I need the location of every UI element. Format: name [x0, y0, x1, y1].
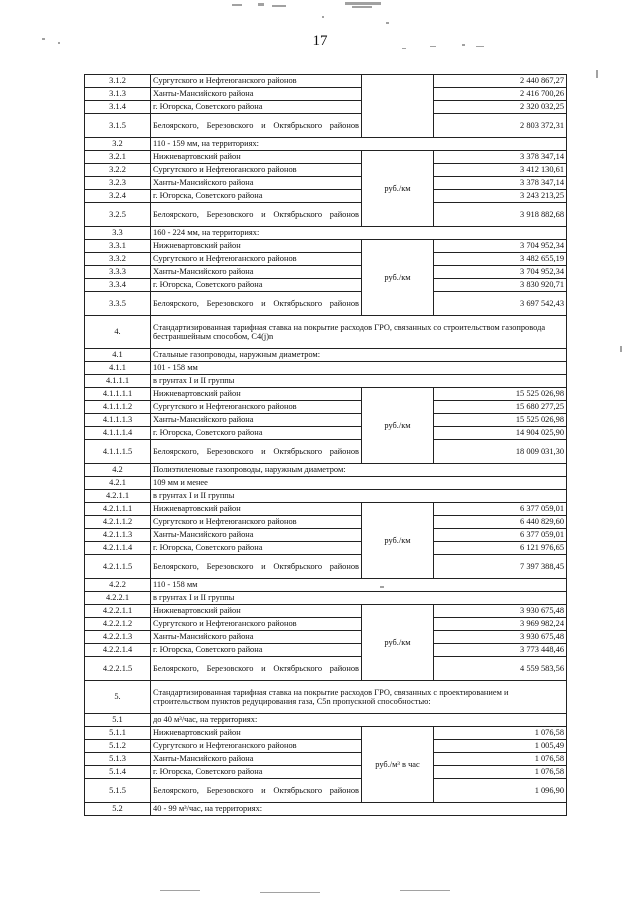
row-number: 5.1.2 [85, 740, 151, 753]
row-name: Нижневартовский район [151, 503, 362, 516]
row-number: 5.1.1 [85, 727, 151, 740]
row-name: Нижневартовский район [151, 727, 362, 740]
row-value: 3 243 213,25 [434, 190, 567, 203]
table-row [85, 618, 567, 631]
tariff-table [84, 74, 567, 816]
row-name: г. Югорска, Советского района [151, 766, 362, 779]
row-number: 3.2.3 [85, 177, 151, 190]
unit-cell: руб./км [362, 503, 434, 579]
unit-cell: руб./км [362, 151, 434, 227]
table-row [85, 714, 567, 727]
row-name: Стандартизированная тарифная ставка на покрытие расходов ГРО, связанных с проектированием и строительством пунктов редуцирования газа, C5n пропускной способностью: [151, 681, 567, 714]
row-name: Сургутского и Нефтеюганского районов [151, 618, 362, 631]
row-number: 4.2.1.1.1 [85, 503, 151, 516]
row-name: Белоярского, Березовского и Октябрьского районов [151, 555, 362, 579]
row-value: 3 830 920,71 [434, 279, 567, 292]
table-row [85, 529, 567, 542]
row-value: 3 969 982,24 [434, 618, 567, 631]
row-value: 6 440 829,60 [434, 516, 567, 529]
unit-cell: руб./м³ в час [362, 727, 434, 803]
table-row [85, 362, 567, 375]
row-name: Сургутского и Нефтеюганского районов [151, 75, 362, 88]
table-row [85, 401, 567, 414]
row-number: 3.2.2 [85, 164, 151, 177]
row-name: 110 - 159 мм, на территориях: [151, 138, 567, 151]
row-value: 3 704 952,34 [434, 240, 567, 253]
table-row [85, 292, 567, 316]
table-row [85, 803, 567, 816]
row-name: г. Югорска, Советского района [151, 427, 362, 440]
table-row [85, 477, 567, 490]
table-row [85, 464, 567, 477]
table-row [85, 138, 567, 151]
table-row [85, 542, 567, 555]
table-row [85, 753, 567, 766]
row-name: Нижневартовский район [151, 151, 362, 164]
row-name: Сургутского и Нефтеюганского районов [151, 740, 362, 753]
row-value: 2 803 372,31 [434, 114, 567, 138]
table-row [85, 779, 567, 803]
table-row [85, 503, 567, 516]
row-name: Ханты-Мансийского района [151, 177, 362, 190]
table-row [85, 440, 567, 464]
row-number: 4. [85, 316, 151, 349]
row-number: 4.2.1.1.2 [85, 516, 151, 529]
row-number: 3.1.2 [85, 75, 151, 88]
row-name: 109 мм и менее [151, 477, 567, 490]
row-number: 3.1.5 [85, 114, 151, 138]
row-number: 4.1.1.1 [85, 375, 151, 388]
row-number: 4.2.1.1.3 [85, 529, 151, 542]
row-value: 3 773 448,46 [434, 644, 567, 657]
table-row [85, 490, 567, 503]
row-value: 3 378 347,14 [434, 151, 567, 164]
row-name: Ханты-Мансийского района [151, 529, 362, 542]
unit-cell: руб./км [362, 388, 434, 464]
row-value: 7 397 388,45 [434, 555, 567, 579]
row-value: 3 930 675,48 [434, 605, 567, 618]
row-name: Белоярского, Березовского и Октябрьского районов [151, 203, 362, 227]
row-number: 4.2.2 [85, 579, 151, 592]
table-row [85, 240, 567, 253]
row-name: г. Югорска, Советского района [151, 644, 362, 657]
row-name: Белоярского, Березовского и Октябрьского районов [151, 779, 362, 803]
row-number: 4.2.2.1.1 [85, 605, 151, 618]
table-row [85, 605, 567, 618]
table-row [85, 555, 567, 579]
row-number: 3.3.5 [85, 292, 151, 316]
unit-cell [362, 75, 434, 138]
row-name: 40 - 99 м³/час, на территориях: [151, 803, 567, 816]
row-name: Нижневартовский район [151, 388, 362, 401]
row-value: 2 440 867,27 [434, 75, 567, 88]
row-number: 4.2.1 [85, 477, 151, 490]
row-number: 3.1.3 [85, 88, 151, 101]
row-name: 110 - 158 мм [151, 579, 567, 592]
row-name: Полиэтиленовые газопроводы, наружным диаметром: [151, 464, 567, 477]
row-name: Сургутского и Нефтеюганского районов [151, 253, 362, 266]
row-name: 101 - 158 мм [151, 362, 567, 375]
row-number: 4.1.1.1.1 [85, 388, 151, 401]
table-row [85, 203, 567, 227]
table-row [85, 316, 567, 349]
row-number: 4.2.2.1.3 [85, 631, 151, 644]
row-number: 4.2.2.1.4 [85, 644, 151, 657]
row-value: 3 482 655,19 [434, 253, 567, 266]
row-name: 160 - 224 мм, на территориях: [151, 227, 567, 240]
row-name: Сургутского и Нефтеюганского районов [151, 401, 362, 414]
table-row [85, 151, 567, 164]
row-number: 3.2.5 [85, 203, 151, 227]
row-name: Ханты-Мансийского района [151, 266, 362, 279]
row-name: в грунтах I и II группы [151, 490, 567, 503]
row-value: 1 005,49 [434, 740, 567, 753]
row-value: 3 918 882,68 [434, 203, 567, 227]
row-value: 3 704 952,34 [434, 266, 567, 279]
row-name: Белоярского, Березовского и Октябрьского районов [151, 657, 362, 681]
table-row [85, 516, 567, 529]
row-number: 5.1 [85, 714, 151, 727]
row-number: 5. [85, 681, 151, 714]
table-row [85, 388, 567, 401]
table-row [85, 253, 567, 266]
row-number: 4.2.1.1.5 [85, 555, 151, 579]
table-row [85, 227, 567, 240]
row-name: г. Югорска, Советского района [151, 542, 362, 555]
row-number: 3.1.4 [85, 101, 151, 114]
table-row [85, 414, 567, 427]
table-row [85, 88, 567, 101]
row-value: 18 009 031,30 [434, 440, 567, 464]
table-row [85, 644, 567, 657]
row-number: 4.2.2.1.2 [85, 618, 151, 631]
row-name: Белоярского, Березовского и Октябрьского районов [151, 440, 362, 464]
table-row [85, 75, 567, 88]
row-name: Ханты-Мансийского района [151, 631, 362, 644]
table-row [85, 592, 567, 605]
row-name: Нижневартовский район [151, 240, 362, 253]
row-value: 14 904 025,90 [434, 427, 567, 440]
table-row [85, 427, 567, 440]
row-value: 15 525 026,98 [434, 388, 567, 401]
row-number: 5.2 [85, 803, 151, 816]
row-name: до 40 м³/час, на территориях: [151, 714, 567, 727]
row-value: 1 096,90 [434, 779, 567, 803]
table-row [85, 114, 567, 138]
row-number: 3.3.4 [85, 279, 151, 292]
row-value: 3 378 347,14 [434, 177, 567, 190]
row-value: 6 377 059,01 [434, 529, 567, 542]
row-number: 4.1.1.1.4 [85, 427, 151, 440]
row-name: Стальные газопроводы, наружным диаметром: [151, 349, 567, 362]
table-row [85, 657, 567, 681]
unit-cell: руб./км [362, 605, 434, 681]
row-name: Ханты-Мансийского района [151, 414, 362, 427]
row-value: 2 416 700,26 [434, 88, 567, 101]
page-number: 17 [312, 33, 328, 49]
table-row [85, 164, 567, 177]
row-number: 4.1 [85, 349, 151, 362]
table-row [85, 631, 567, 644]
table-row [85, 579, 567, 592]
table-row [85, 101, 567, 114]
row-value: 3 412 130,61 [434, 164, 567, 177]
row-name: Ханты-Мансийского района [151, 88, 362, 101]
row-number: 4.1.1.1.2 [85, 401, 151, 414]
row-number: 3.3.3 [85, 266, 151, 279]
row-name: г. Югорска, Советского района [151, 190, 362, 203]
row-number: 4.1.1.1.3 [85, 414, 151, 427]
row-value: 1 076,58 [434, 727, 567, 740]
row-value: 2 320 032,25 [434, 101, 567, 114]
row-name: Стандартизированная тарифная ставка на покрытие расходов ГРО, связанных со строительством газопровода бестраншейным способом, C4(j)n [151, 316, 567, 349]
row-name: в грунтах I и II группы [151, 375, 567, 388]
table-row [85, 177, 567, 190]
row-value: 1 076,58 [434, 766, 567, 779]
table-row [85, 279, 567, 292]
unit-cell: руб./км [362, 240, 434, 316]
row-number: 3.3.1 [85, 240, 151, 253]
table-row [85, 375, 567, 388]
row-number: 3.2.4 [85, 190, 151, 203]
row-number: 4.1.1.1.5 [85, 440, 151, 464]
row-number: 5.1.3 [85, 753, 151, 766]
row-number: 4.2 [85, 464, 151, 477]
table-row [85, 266, 567, 279]
row-number: 4.2.2.1.5 [85, 657, 151, 681]
table-row [85, 766, 567, 779]
row-value: 4 559 583,56 [434, 657, 567, 681]
row-name: Сургутского и Нефтеюганского районов [151, 164, 362, 177]
row-name: Сургутского и Нефтеюганского районов [151, 516, 362, 529]
row-value: 3 697 542,43 [434, 292, 567, 316]
row-name: Белоярского, Березовского и Октябрьского районов [151, 114, 362, 138]
row-number: 4.2.1.1.4 [85, 542, 151, 555]
row-number: 5.1.4 [85, 766, 151, 779]
row-value: 1 076,58 [434, 753, 567, 766]
table-row [85, 740, 567, 753]
row-name: г. Югорска, Советского района [151, 279, 362, 292]
row-name: Ханты-Мансийского района [151, 753, 362, 766]
row-number: 4.2.1.1 [85, 490, 151, 503]
row-value: 15 680 277,25 [434, 401, 567, 414]
row-name: г. Югорска, Советского района [151, 101, 362, 114]
row-number: 5.1.5 [85, 779, 151, 803]
table-row [85, 190, 567, 203]
row-number: 3.2.1 [85, 151, 151, 164]
row-name: Белоярского, Березовского и Октябрьского районов [151, 292, 362, 316]
table-row [85, 681, 567, 714]
row-name: Нижневартовский район [151, 605, 362, 618]
row-number: 3.3.2 [85, 253, 151, 266]
table-row [85, 727, 567, 740]
table-row [85, 349, 567, 362]
row-number: 3.2 [85, 138, 151, 151]
row-value: 6 121 976,65 [434, 542, 567, 555]
row-value: 6 377 059,01 [434, 503, 567, 516]
row-number: 3.3 [85, 227, 151, 240]
row-name: в грунтах I и II группы [151, 592, 567, 605]
row-number: 4.2.2.1 [85, 592, 151, 605]
row-value: 15 525 026,98 [434, 414, 567, 427]
row-value: 3 930 675,48 [434, 631, 567, 644]
row-number: 4.1.1 [85, 362, 151, 375]
